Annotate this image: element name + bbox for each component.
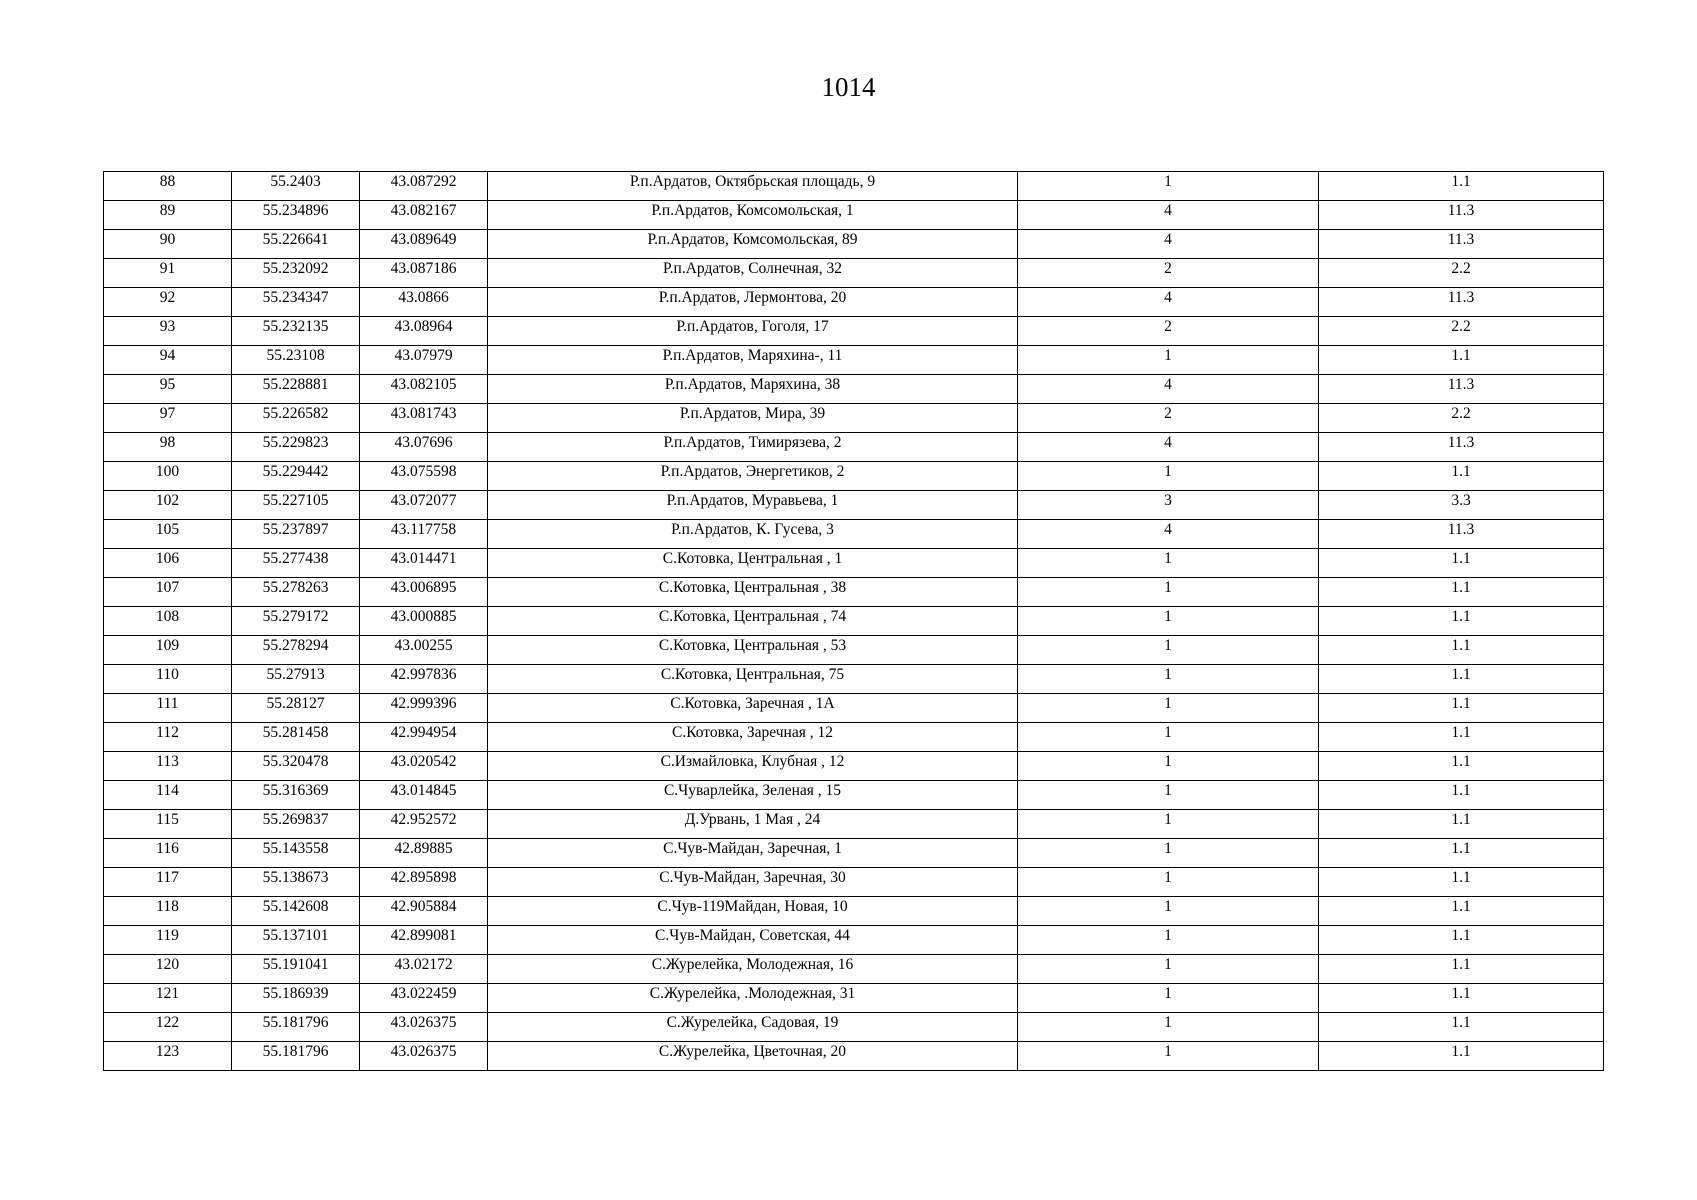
cell-volume: 2.2 <box>1319 317 1604 346</box>
cell-count: 1 <box>1018 578 1319 607</box>
cell-address: Р.п.Ардатов, Лермонтова, 20 <box>488 288 1018 317</box>
cell-number: 97 <box>104 404 232 433</box>
table-row <box>104 694 1604 723</box>
cell-latitude: 55.228881 <box>232 375 360 404</box>
cell-longitude: 43.026375 <box>360 1042 488 1071</box>
table-row <box>104 375 1604 404</box>
table-row <box>104 897 1604 926</box>
cell-longitude: 42.999396 <box>360 694 488 723</box>
cell-count: 4 <box>1018 375 1319 404</box>
cell-volume: 1.1 <box>1319 752 1604 781</box>
cell-number: 123 <box>104 1042 232 1071</box>
cell-longitude: 43.075598 <box>360 462 488 491</box>
cell-longitude: 42.997836 <box>360 665 488 694</box>
cell-volume: 1.1 <box>1319 172 1604 201</box>
cell-volume: 1.1 <box>1319 781 1604 810</box>
cell-address: Р.п.Ардатов, Муравьева, 1 <box>488 491 1018 520</box>
table-row <box>104 288 1604 317</box>
cell-volume: 1.1 <box>1319 897 1604 926</box>
cell-address: С.Котовка, Центральная , 38 <box>488 578 1018 607</box>
table-row <box>104 926 1604 955</box>
cell-longitude: 43.07696 <box>360 433 488 462</box>
cell-address: Р.п.Ардатов, Октябрьская площадь, 9 <box>488 172 1018 201</box>
cell-count: 1 <box>1018 723 1319 752</box>
cell-longitude: 43.026375 <box>360 1013 488 1042</box>
cell-latitude: 55.27913 <box>232 665 360 694</box>
cell-longitude: 43.0866 <box>360 288 488 317</box>
cell-number: 91 <box>104 259 232 288</box>
cell-latitude: 55.278263 <box>232 578 360 607</box>
cell-volume: 11.3 <box>1319 201 1604 230</box>
table-row <box>104 781 1604 810</box>
cell-number: 106 <box>104 549 232 578</box>
cell-number: 100 <box>104 462 232 491</box>
cell-address: С.Чув-119Майдан, Новая, 10 <box>488 897 1018 926</box>
cell-count: 1 <box>1018 752 1319 781</box>
cell-address: Р.п.Ардатов, Тимирязева, 2 <box>488 433 1018 462</box>
table-row <box>104 1042 1604 1071</box>
cell-number: 90 <box>104 230 232 259</box>
cell-address: Р.п.Ардатов, Комсомольская, 1 <box>488 201 1018 230</box>
cell-address: С.Котовка, Центральная , 74 <box>488 607 1018 636</box>
table-body <box>104 172 1604 1071</box>
cell-latitude: 55.137101 <box>232 926 360 955</box>
cell-number: 113 <box>104 752 232 781</box>
cell-address: С.Журелейка, Молодежная, 16 <box>488 955 1018 984</box>
cell-latitude: 55.226641 <box>232 230 360 259</box>
cell-number: 122 <box>104 1013 232 1042</box>
cell-count: 1 <box>1018 839 1319 868</box>
cell-count: 1 <box>1018 926 1319 955</box>
cell-address: С.Котовка, Заречная , 1А <box>488 694 1018 723</box>
table-row <box>104 607 1604 636</box>
cell-volume: 1.1 <box>1319 1042 1604 1071</box>
cell-volume: 11.3 <box>1319 288 1604 317</box>
cell-count: 1 <box>1018 607 1319 636</box>
cell-longitude: 43.087292 <box>360 172 488 201</box>
cell-latitude: 55.143558 <box>232 839 360 868</box>
cell-number: 111 <box>104 694 232 723</box>
cell-address: С.Журелейка, Садовая, 19 <box>488 1013 1018 1042</box>
cell-latitude: 55.2403 <box>232 172 360 201</box>
cell-volume: 1.1 <box>1319 346 1604 375</box>
cell-volume: 1.1 <box>1319 578 1604 607</box>
table-row <box>104 665 1604 694</box>
cell-count: 2 <box>1018 259 1319 288</box>
cell-latitude: 55.181796 <box>232 1013 360 1042</box>
table-row <box>104 491 1604 520</box>
cell-count: 1 <box>1018 868 1319 897</box>
cell-volume: 1.1 <box>1319 665 1604 694</box>
cell-volume: 2.2 <box>1319 259 1604 288</box>
cell-number: 98 <box>104 433 232 462</box>
table-row <box>104 868 1604 897</box>
table-row <box>104 462 1604 491</box>
cell-volume: 11.3 <box>1319 433 1604 462</box>
cell-longitude: 43.082105 <box>360 375 488 404</box>
table-row <box>104 346 1604 375</box>
cell-number: 88 <box>104 172 232 201</box>
cell-latitude: 55.234347 <box>232 288 360 317</box>
cell-number: 89 <box>104 201 232 230</box>
cell-latitude: 55.142608 <box>232 897 360 926</box>
table-row <box>104 317 1604 346</box>
table-row <box>104 404 1604 433</box>
cell-number: 112 <box>104 723 232 752</box>
cell-longitude: 43.08964 <box>360 317 488 346</box>
cell-volume: 1.1 <box>1319 868 1604 897</box>
cell-longitude: 43.000885 <box>360 607 488 636</box>
cell-longitude: 43.072077 <box>360 491 488 520</box>
cell-volume: 1.1 <box>1319 810 1604 839</box>
cell-number: 110 <box>104 665 232 694</box>
cell-address: Р.п.Ардатов, Комсомольская, 89 <box>488 230 1018 259</box>
cell-number: 121 <box>104 984 232 1013</box>
cell-volume: 1.1 <box>1319 839 1604 868</box>
cell-number: 114 <box>104 781 232 810</box>
cell-volume: 1.1 <box>1319 926 1604 955</box>
cell-latitude: 55.269837 <box>232 810 360 839</box>
cell-address: Р.п.Ардатов, Мира, 39 <box>488 404 1018 433</box>
cell-address: Р.п.Ардатов, Гоголя, 17 <box>488 317 1018 346</box>
cell-latitude: 55.237897 <box>232 520 360 549</box>
cell-count: 1 <box>1018 549 1319 578</box>
cell-latitude: 55.320478 <box>232 752 360 781</box>
cell-longitude: 43.014471 <box>360 549 488 578</box>
cell-latitude: 55.234896 <box>232 201 360 230</box>
cell-count: 3 <box>1018 491 1319 520</box>
cell-address: Р.п.Ардатов, Энергетиков, 2 <box>488 462 1018 491</box>
table-row <box>104 636 1604 665</box>
table-row <box>104 259 1604 288</box>
cell-longitude: 42.994954 <box>360 723 488 752</box>
cell-longitude: 43.089649 <box>360 230 488 259</box>
cell-volume: 1.1 <box>1319 607 1604 636</box>
cell-volume: 1.1 <box>1319 462 1604 491</box>
cell-address: С.Журелейка, .Молодежная, 31 <box>488 984 1018 1013</box>
cell-address: С.Журелейка, Цветочная, 20 <box>488 1042 1018 1071</box>
table-row <box>104 752 1604 781</box>
cell-longitude: 43.022459 <box>360 984 488 1013</box>
cell-address: Р.п.Ардатов, Маряхина, 38 <box>488 375 1018 404</box>
cell-number: 94 <box>104 346 232 375</box>
cell-latitude: 55.316369 <box>232 781 360 810</box>
cell-longitude: 43.020542 <box>360 752 488 781</box>
cell-latitude: 55.279172 <box>232 607 360 636</box>
cell-volume: 11.3 <box>1319 520 1604 549</box>
cell-count: 1 <box>1018 810 1319 839</box>
cell-number: 118 <box>104 897 232 926</box>
cell-number: 116 <box>104 839 232 868</box>
cell-address: С.Котовка, Центральная , 53 <box>488 636 1018 665</box>
cell-latitude: 55.227105 <box>232 491 360 520</box>
cell-count: 4 <box>1018 288 1319 317</box>
cell-count: 4 <box>1018 433 1319 462</box>
cell-latitude: 55.229823 <box>232 433 360 462</box>
cell-latitude: 55.181796 <box>232 1042 360 1071</box>
cell-count: 1 <box>1018 636 1319 665</box>
table-row <box>104 955 1604 984</box>
cell-count: 1 <box>1018 346 1319 375</box>
cell-count: 1 <box>1018 781 1319 810</box>
cell-count: 1 <box>1018 665 1319 694</box>
cell-longitude: 43.006895 <box>360 578 488 607</box>
cell-address: Р.п.Ардатов, Маряхина-, 11 <box>488 346 1018 375</box>
cell-longitude: 43.07979 <box>360 346 488 375</box>
cell-count: 1 <box>1018 955 1319 984</box>
cell-latitude: 55.138673 <box>232 868 360 897</box>
cell-address: С.Чув-Майдан, Заречная, 30 <box>488 868 1018 897</box>
cell-address: С.Чуварлейка, Зеленая , 15 <box>488 781 1018 810</box>
cell-longitude: 43.00255 <box>360 636 488 665</box>
cell-latitude: 55.23108 <box>232 346 360 375</box>
cell-number: 109 <box>104 636 232 665</box>
cell-number: 108 <box>104 607 232 636</box>
cell-address: С.Чув-Майдан, Заречная, 1 <box>488 839 1018 868</box>
page-number: 1014 <box>821 72 876 102</box>
cell-volume: 1.1 <box>1319 636 1604 665</box>
table-row <box>104 723 1604 752</box>
cell-volume: 1.1 <box>1319 723 1604 752</box>
cell-volume: 3.3 <box>1319 491 1604 520</box>
cell-count: 1 <box>1018 1042 1319 1071</box>
cell-address: С.Котовка, Центральная , 1 <box>488 549 1018 578</box>
cell-longitude: 42.895898 <box>360 868 488 897</box>
cell-latitude: 55.278294 <box>232 636 360 665</box>
cell-longitude: 43.087186 <box>360 259 488 288</box>
table-row <box>104 839 1604 868</box>
cell-number: 92 <box>104 288 232 317</box>
cell-latitude: 55.277438 <box>232 549 360 578</box>
cell-longitude: 42.952572 <box>360 810 488 839</box>
cell-count: 2 <box>1018 317 1319 346</box>
cell-address: Д.Урвань, 1 Мая , 24 <box>488 810 1018 839</box>
data-table <box>103 171 1604 1071</box>
table-row <box>104 230 1604 259</box>
cell-number: 117 <box>104 868 232 897</box>
table-row <box>104 172 1604 201</box>
cell-latitude: 55.232092 <box>232 259 360 288</box>
cell-number: 115 <box>104 810 232 839</box>
cell-latitude: 55.281458 <box>232 723 360 752</box>
table-row <box>104 549 1604 578</box>
cell-latitude: 55.186939 <box>232 984 360 1013</box>
cell-longitude: 42.899081 <box>360 926 488 955</box>
cell-volume: 1.1 <box>1319 549 1604 578</box>
cell-number: 119 <box>104 926 232 955</box>
table-row <box>104 578 1604 607</box>
cell-longitude: 42.905884 <box>360 897 488 926</box>
cell-count: 1 <box>1018 984 1319 1013</box>
table-row <box>104 984 1604 1013</box>
table-row <box>104 1013 1604 1042</box>
cell-volume: 1.1 <box>1319 984 1604 1013</box>
cell-count: 1 <box>1018 897 1319 926</box>
cell-volume: 11.3 <box>1319 230 1604 259</box>
cell-longitude: 43.02172 <box>360 955 488 984</box>
cell-count: 4 <box>1018 520 1319 549</box>
cell-longitude: 43.082167 <box>360 201 488 230</box>
table-row <box>104 810 1604 839</box>
cell-number: 93 <box>104 317 232 346</box>
cell-latitude: 55.229442 <box>232 462 360 491</box>
cell-count: 1 <box>1018 1013 1319 1042</box>
cell-longitude: 42.89885 <box>360 839 488 868</box>
cell-volume: 11.3 <box>1319 375 1604 404</box>
cell-volume: 1.1 <box>1319 694 1604 723</box>
cell-count: 4 <box>1018 201 1319 230</box>
cell-number: 95 <box>104 375 232 404</box>
cell-address: С.Котовка, Центральная, 75 <box>488 665 1018 694</box>
cell-count: 4 <box>1018 230 1319 259</box>
cell-latitude: 55.191041 <box>232 955 360 984</box>
table-row <box>104 433 1604 462</box>
cell-latitude: 55.28127 <box>232 694 360 723</box>
cell-count: 1 <box>1018 462 1319 491</box>
cell-number: 105 <box>104 520 232 549</box>
cell-number: 102 <box>104 491 232 520</box>
cell-number: 120 <box>104 955 232 984</box>
cell-longitude: 43.014845 <box>360 781 488 810</box>
cell-longitude: 43.081743 <box>360 404 488 433</box>
cell-volume: 1.1 <box>1319 1013 1604 1042</box>
table-row <box>104 520 1604 549</box>
cell-address: С.Чув-Майдан, Советская, 44 <box>488 926 1018 955</box>
cell-address: Р.п.Ардатов, Солнечная, 32 <box>488 259 1018 288</box>
cell-latitude: 55.232135 <box>232 317 360 346</box>
cell-address: С.Измайловка, Клубная , 12 <box>488 752 1018 781</box>
cell-count: 2 <box>1018 404 1319 433</box>
cell-count: 1 <box>1018 694 1319 723</box>
cell-longitude: 43.117758 <box>360 520 488 549</box>
cell-latitude: 55.226582 <box>232 404 360 433</box>
cell-volume: 1.1 <box>1319 955 1604 984</box>
cell-number: 107 <box>104 578 232 607</box>
cell-volume: 2.2 <box>1319 404 1604 433</box>
cell-count: 1 <box>1018 172 1319 201</box>
cell-address: Р.п.Ардатов, К. Гусева, 3 <box>488 520 1018 549</box>
table-row <box>104 201 1604 230</box>
cell-address: С.Котовка, Заречная , 12 <box>488 723 1018 752</box>
